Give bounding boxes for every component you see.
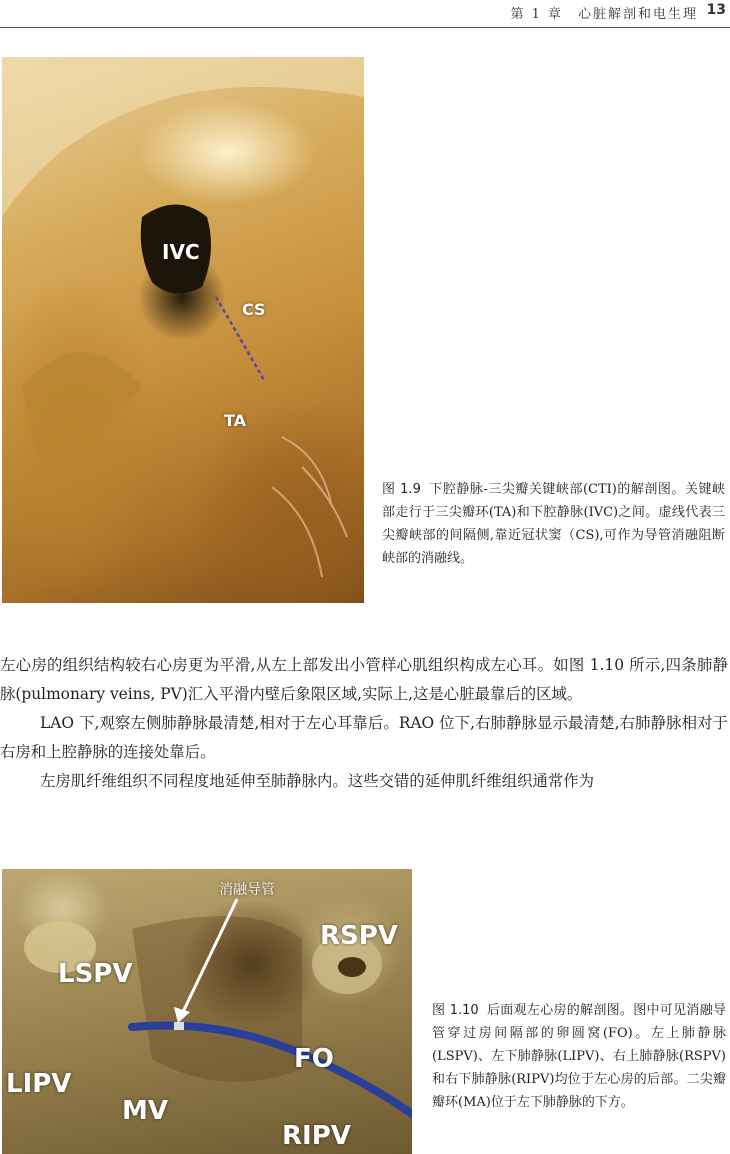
- paragraph-2: LAO 下,观察左侧肺静脉最清楚,相对于左心耳靠后。RAO 位下,右肺静脉显示最清楚,右肺静脉相对于右房和上腔静脉的连接处靠后。: [0, 714, 728, 761]
- figure-1-9-caption: [382, 478, 725, 570]
- label-cs: CS: [242, 300, 266, 319]
- label-catheter: 消融导管: [219, 882, 275, 898]
- label-mv: MV: [122, 1096, 168, 1126]
- figure-1-10-caption-text: 后面观左心房的解剖图。图中可见消融导管穿过房间隔部的卵圆窝(FO)。左上肺静脉(LSPV)、左下肺静脉(LIPV)、右上肺静脉(RSPV)和右下肺静脉(RIPV)均位于左心房的后部。二尖瓣瓣环(MA)位于左下肺静脉的下方。: [432, 1003, 726, 1110]
- body-text: [0, 651, 728, 796]
- figure-1-9-caption-text: 下腔静脉-三尖瓣关键峡部(CTI)的解剖图。关键峡部走行于三尖瓣环(TA)和下腔静脉(IVC)之间。虚线代表三尖瓣峡部的间隔侧,靠近冠状窦（CS),可作为导管消融阻断峡部的消融线。: [382, 482, 725, 566]
- figure-1-10-number: 图 1.10: [432, 1003, 479, 1018]
- label-lspv: LSPV: [58, 959, 133, 989]
- label-fo: FO: [294, 1044, 334, 1074]
- label-lipv: LIPV: [6, 1069, 72, 1099]
- chapter-title: 第 1 章 心脏解剖和电生理: [510, 7, 698, 22]
- label-rspv: RSPV: [320, 921, 398, 951]
- figure-1-9-number: 图 1.9: [382, 482, 421, 497]
- label-ivc: IVC: [162, 240, 200, 264]
- label-ripv: RIPV: [282, 1121, 351, 1151]
- figure-1-9-overlay: [2, 57, 364, 603]
- page-header: [0, 0, 730, 28]
- page-number: 13: [706, 2, 726, 18]
- figure-1-10-caption: [432, 999, 726, 1114]
- figure-1-10-photo: [2, 869, 412, 1154]
- figure-1-9-photo: [2, 57, 364, 603]
- label-ta: TA: [224, 411, 247, 430]
- paragraph-1: 左心房的组织结构较右心房更为平滑,从左上部发出小管样心肌组织构成左心耳。如图 1.10 所示,四条肺静脉(pulmonary veins, PV)汇入平滑内壁后象限区域,实际上,这是心脏最靠后的区域。: [0, 656, 728, 703]
- paragraph-3: 左房肌纤维组织不同程度地延伸至肺静脉内。这些交错的延伸肌纤维组织通常作为: [40, 772, 595, 790]
- figure-1-10-overlay: [2, 869, 412, 1154]
